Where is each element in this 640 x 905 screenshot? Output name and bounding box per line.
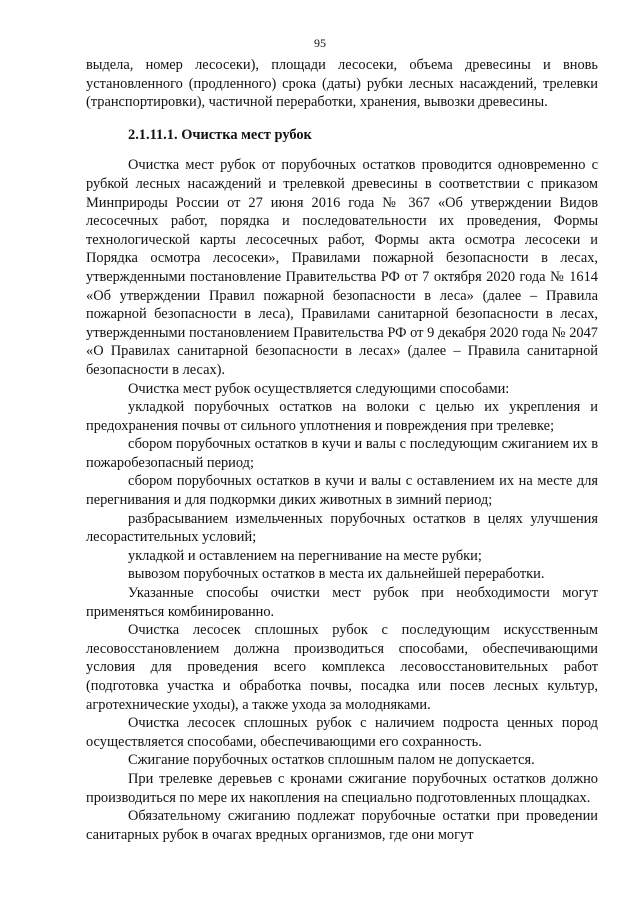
list-item: сбором порубочных остатков в кучи и валы с последующим сжиганием их в пожаробезопасный период; [86, 436, 598, 471]
list-item: вывозом порубочных остатков в места их дальнейшей переработки. [128, 566, 545, 583]
section-heading [86, 126, 598, 145]
paragraph-continued: выдела, номер лесосеки), площади лесосеки, объема древесины и вновь установленного (продленного) срока (даты) рубки лесных насаждений, трелевки (транспортировки), частичной переработки, хранения, вывозки древесины. [86, 57, 598, 111]
paragraph: Очистка мест рубок от порубочных остатков проводится одновременно с рубкой лесных насаждений и трелевкой древесины в соответствии с приказом Минприроды России от 27 июня 2016 года № 367 «Об утверждении Видов лесосечных работ, порядка и последовательности их проведения, Формы технологической карты лесосечных работ, Формы акта осмотра лесосеки и Порядка осмотра лесосеки», Правилами пожарной безопасности в лесах, утвержденными постановление Правительства РФ от 7 октября 2020 года № 1614 «Об утверждении Правил пожарной безопасности в леса» (далее – Правила пожарной безопасности в леса), Правилами санитарной безопасности в лесах, утвержденными постановлением Правительства РФ от 9 декабря 2020 года № 2047 «О Правилах санитарной безопасности в лесах» (далее – Правила санитарной безопасности в лесах). [86, 157, 598, 378]
list-item: разбрасыванием измельченных порубочных остатков в целях улучшения лесорастительных условий; [86, 510, 598, 546]
paragraph: Очистка мест рубок осуществляется следующими способами: [128, 380, 510, 397]
paragraph: Очистка лесосек сплошных рубок с последующим искусственным лесовосстановлением должна производиться способами, обеспечивающими условия для проведения всего комплекса лесовосстановительных работ (подготовка участка и обработка почвы, посадка или посев лесных культур, агротехнические уходы), а также ухода за молодняками. [86, 622, 598, 713]
paragraph: Указанные способы очистки мест рубок при необходимости могут применяться комбинированно. [86, 585, 598, 620]
page-number: 95 [314, 36, 326, 50]
list-item: укладкой порубочных остатков на волоки с целью их укрепления и предохранения почвы от сильного уплотнения и повреждения при трелевке; [86, 399, 598, 434]
section-title: Очистка мест рубок [181, 126, 312, 143]
paragraph: Очистка лесосек сплошных рубок с наличием подроста ценных пород осуществляется способами, обеспечивающими его сохранность. [86, 715, 598, 750]
section-number: 2.1.11.1. [128, 126, 178, 143]
paragraph: Сжигание порубочных остатков сплошным палом не допускается. [128, 752, 535, 769]
list-item: сбором порубочных остатков в кучи и валы с оставлением их на месте для перегнивания и для подкормки диких животных в зимний период; [86, 473, 598, 509]
paragraph: Обязательному сжиганию подлежат порубочные остатки при проведении санитарных рубок в очагах вредных организмов, где они могут [86, 808, 598, 843]
paragraph: При трелевке деревьев с кронами сжигание порубочных остатков должно производиться по мере их накопления на специально подготовленных площадках. [86, 770, 598, 806]
page-body [86, 56, 598, 844]
list-item: укладкой и оставлением на перегнивание на месте рубки; [128, 547, 482, 564]
